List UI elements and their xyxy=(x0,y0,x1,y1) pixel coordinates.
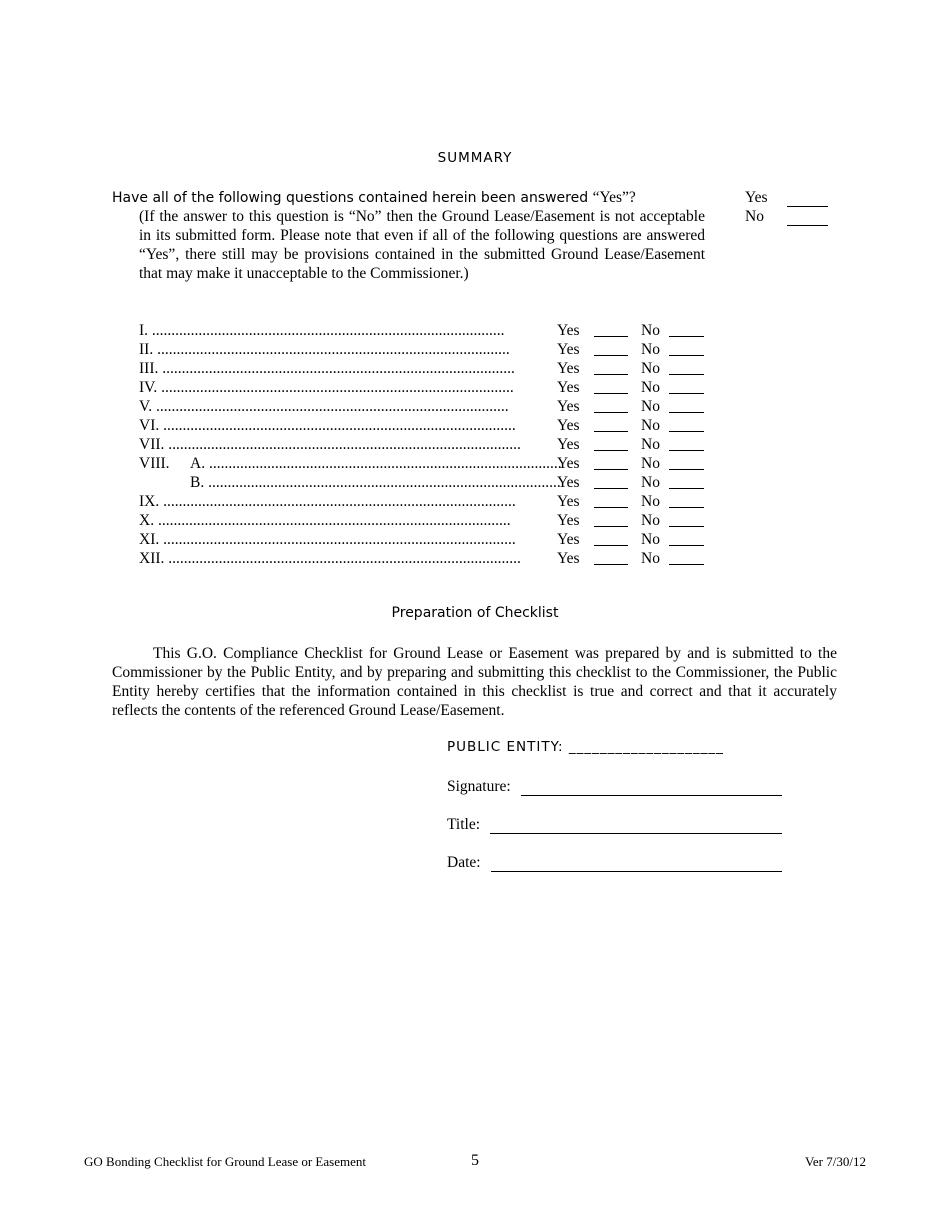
checklist-item-label xyxy=(139,378,526,397)
checklist-no-blank[interactable] xyxy=(669,549,704,565)
checklist-yes-blank[interactable] xyxy=(594,492,628,508)
checklist-item-dots: ........................................................................................... xyxy=(163,417,516,434)
checklist-no-label: No xyxy=(641,398,660,415)
checklist-yes-blank[interactable] xyxy=(594,359,628,375)
checklist-item-sub: B. xyxy=(190,474,205,491)
checklist-no-label: No xyxy=(641,455,660,472)
checklist-yes-label: Yes xyxy=(557,493,580,510)
preparation-paragraph: This G.O. Compliance Checklist for Ground Lease or Easement was prepared by and is submitted to the Commissioner by the Public Entity, and by preparing and submitting this checklist to the Commissioner, the Public Entity hereby certifies that the information contained in this checklist is true and correct and that it accurately reflects the contents of the referenced Ground Lease/Easement. xyxy=(112,645,837,719)
checklist-yes-blank[interactable] xyxy=(594,454,628,470)
checklist-no-blank[interactable] xyxy=(669,454,704,470)
checklist-item-label xyxy=(139,549,526,568)
summary-answer-block xyxy=(745,188,835,226)
checklist-item xyxy=(139,397,709,416)
public-entity-field[interactable]: PUBLIC ENTITY: ____________________ xyxy=(447,739,724,755)
title-row xyxy=(447,815,782,834)
checklist-item-sub: A. xyxy=(190,455,206,472)
checklist-item xyxy=(139,492,709,511)
checklist-item-dots: ........................................................................................... xyxy=(157,341,510,358)
preparation-heading: Preparation of Checklist xyxy=(391,605,559,621)
footer-page-number: 5 xyxy=(471,1152,479,1169)
checklist-yes-blank[interactable] xyxy=(594,416,628,432)
checklist-item-label xyxy=(139,435,526,454)
checklist-item-label xyxy=(139,359,526,378)
checklist-item-dots: ........................................................................................... xyxy=(157,512,511,529)
summary-yes-blank[interactable] xyxy=(787,191,828,207)
checklist-item xyxy=(139,530,709,549)
checklist-item xyxy=(139,454,709,473)
checklist-items xyxy=(139,321,709,568)
footer-document-name: GO Bonding Checklist for Ground Lease or Easement xyxy=(84,1154,366,1169)
checklist-item-dots: ........................................................................................... xyxy=(161,379,514,396)
checklist-yes-blank[interactable] xyxy=(594,549,628,565)
checklist-item-numeral: IX. xyxy=(139,493,160,510)
checklist-item xyxy=(139,511,709,530)
checklist-no-blank[interactable] xyxy=(669,340,704,356)
checklist-no-label: No xyxy=(641,322,660,339)
checklist-item-dots: ........................................................................................... xyxy=(208,474,561,491)
checklist-item-numeral: VII. xyxy=(139,436,165,453)
checklist-yes-label: Yes xyxy=(557,531,580,548)
summary-explanation: (If the answer to this question is “No” then the Ground Lease/Easement is not acceptable in its submitted form. Please note that even if all of the following questions are answered “Yes”, there still may be provisions contained in the submitted Ground Lease/Easement that may make it unacceptable to the Commissioner.) xyxy=(139,208,705,282)
checklist-yes-blank[interactable] xyxy=(594,530,628,546)
checklist-no-blank[interactable] xyxy=(669,397,704,413)
checklist-item-dots: ........................................................................................... xyxy=(168,550,521,567)
footer-version: Ver 7/30/12 xyxy=(804,1154,866,1169)
summary-yes-label: Yes xyxy=(745,189,768,206)
checklist-item xyxy=(139,359,709,378)
summary-question xyxy=(112,188,712,208)
checklist-no-label: No xyxy=(641,379,660,396)
checklist-item-numeral: V. xyxy=(139,398,153,415)
signature-field[interactable] xyxy=(521,778,782,796)
summary-yes-row xyxy=(745,188,835,207)
checklist-no-blank[interactable] xyxy=(669,492,704,508)
checklist-yes-label: Yes xyxy=(557,398,580,415)
checklist-item xyxy=(139,378,709,397)
summary-no-label: No xyxy=(745,208,764,225)
title-label: Title: xyxy=(447,816,481,833)
checklist-yes-label: Yes xyxy=(557,436,580,453)
checklist-yes-label: Yes xyxy=(557,474,580,491)
checklist-item-dots: ........................................................................................... xyxy=(163,493,516,510)
checklist-no-label: No xyxy=(641,550,660,567)
checklist-item-numeral: X. xyxy=(139,512,155,529)
checklist-yes-blank[interactable] xyxy=(594,473,628,489)
checklist-yes-blank[interactable] xyxy=(594,340,628,356)
checklist-item-dots: ........................................................................................... xyxy=(163,531,516,548)
checklist-item-label xyxy=(190,473,561,492)
checklist-item-label xyxy=(139,340,526,359)
checklist-yes-label: Yes xyxy=(557,512,580,529)
checklist-item-label xyxy=(139,511,526,530)
signature-label: Signature: xyxy=(447,778,511,795)
date-label: Date: xyxy=(447,854,481,871)
checklist-no-blank[interactable] xyxy=(669,435,704,451)
checklist-yes-blank[interactable] xyxy=(594,511,628,527)
checklist-item xyxy=(139,549,709,568)
summary-no-blank[interactable] xyxy=(787,210,828,226)
checklist-item-numeral: I. xyxy=(139,322,149,339)
checklist-item-label xyxy=(139,416,526,435)
checklist-yes-label: Yes xyxy=(557,341,580,358)
checklist-yes-blank[interactable] xyxy=(594,397,628,413)
checklist-yes-blank[interactable] xyxy=(594,378,628,394)
checklist-item-dots: ........................................................................................... xyxy=(151,322,505,339)
checklist-item-numeral: VI. xyxy=(139,417,160,434)
checklist-no-label: No xyxy=(641,531,660,548)
date-row xyxy=(447,853,782,872)
checklist-yes-label: Yes xyxy=(557,379,580,396)
summary-title: SUMMARY xyxy=(437,150,513,166)
summary-no-row xyxy=(745,207,835,226)
checklist-no-label: No xyxy=(641,474,660,491)
checklist-yes-label: Yes xyxy=(557,360,580,377)
checklist-item-dots: ........................................................................................... xyxy=(208,455,562,472)
checklist-item-numeral: II. xyxy=(139,341,154,358)
summary-question-text: Have all of the following questions contained herein been answered xyxy=(112,190,589,206)
checklist-no-blank[interactable] xyxy=(669,473,704,489)
checklist-item-numeral: XII. xyxy=(139,550,165,567)
checklist-yes-label: Yes xyxy=(557,550,580,567)
checklist-item-numeral: VIII. xyxy=(139,455,170,472)
checklist-item-label xyxy=(139,321,526,340)
checklist-yes-label: Yes xyxy=(557,455,580,472)
checklist-no-blank[interactable] xyxy=(669,511,704,527)
checklist-yes-blank[interactable] xyxy=(594,321,628,337)
signature-row xyxy=(447,777,782,796)
checklist-no-blank[interactable] xyxy=(669,378,704,394)
checklist-no-blank[interactable] xyxy=(669,530,704,546)
checklist-no-label: No xyxy=(641,341,660,358)
checklist-item-label xyxy=(139,492,526,511)
checklist-yes-label: Yes xyxy=(557,417,580,434)
checklist-yes-blank[interactable] xyxy=(594,435,628,451)
checklist-item xyxy=(139,340,709,359)
checklist-no-label: No xyxy=(641,512,660,529)
checklist-no-label: No xyxy=(641,417,660,434)
checklist-no-blank[interactable] xyxy=(669,359,704,375)
checklist-item xyxy=(139,435,709,454)
checklist-yes-label: Yes xyxy=(557,322,580,339)
checklist-item-label xyxy=(190,454,562,473)
summary-question-quote: “Yes”? xyxy=(592,189,636,206)
title-field[interactable] xyxy=(490,816,782,834)
checklist-item-numeral: III. xyxy=(139,360,159,377)
checklist-item-numeral: XI. xyxy=(139,531,160,548)
checklist-item xyxy=(139,416,709,435)
checklist-no-label: No xyxy=(641,360,660,377)
checklist-item-dots: ........................................................................................... xyxy=(155,398,509,415)
checklist-no-blank[interactable] xyxy=(669,321,704,337)
checklist-no-label: No xyxy=(641,436,660,453)
checklist-item-label xyxy=(139,397,526,416)
checklist-item-numeral: IV. xyxy=(139,379,158,396)
date-field[interactable] xyxy=(491,854,782,872)
checklist-item xyxy=(139,321,709,340)
checklist-item xyxy=(139,473,709,492)
checklist-no-blank[interactable] xyxy=(669,416,704,432)
checklist-no-label: No xyxy=(641,493,660,510)
checklist-item-label xyxy=(139,530,526,549)
checklist-item-dots: ........................................................................................... xyxy=(162,360,515,377)
checklist-item-dots: ........................................................................................... xyxy=(168,436,521,453)
